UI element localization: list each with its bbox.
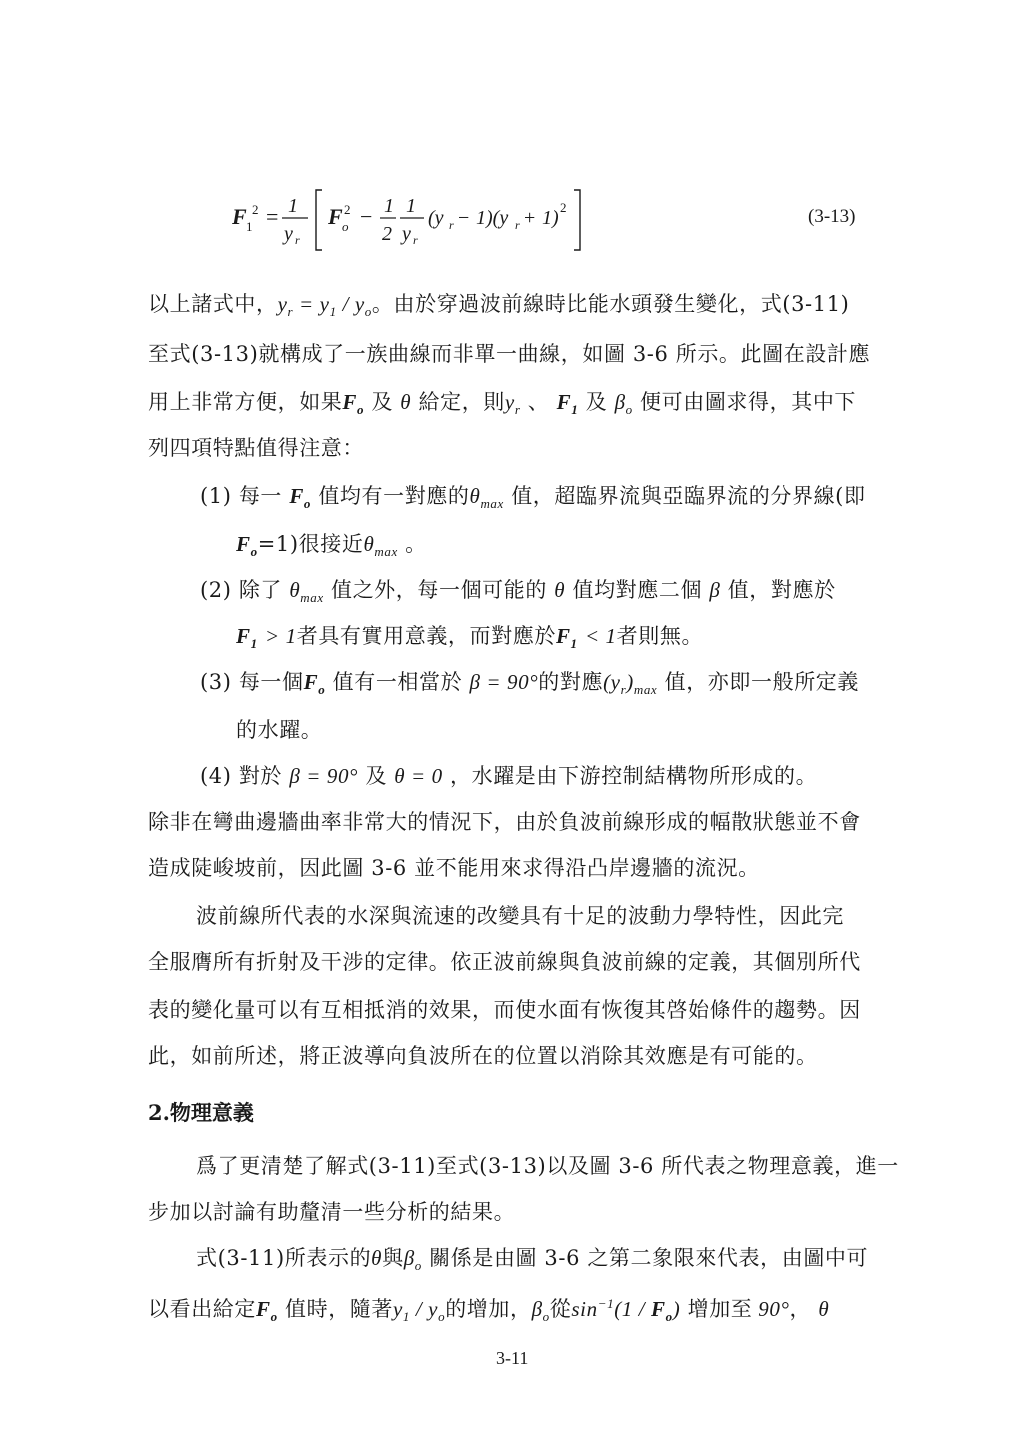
paragraph-line: 造成陡峻坡前，因此圖 3-6 並不能用來求得沿凸岸邊牆的流況。 — [148, 856, 760, 880]
paragraph-line: 用上非常方便，如果$F_o$ 及 θ 給定，則$y_r$ 、 $F_1$ 及 $\beta_o$ 便可由圖求得，其中下 — [148, 390, 857, 418]
paragraph-line: 列四項特點值得注意： — [148, 436, 364, 460]
svg-text:1: 1 — [406, 195, 416, 217]
paragraph-line: 至式(3-13)就構成了一族曲線而非單一曲線，如圖 3-6 所示。此圖在設計應 — [148, 342, 871, 366]
page-number: 3-11 — [496, 1348, 529, 1368]
svg-text:=: = — [266, 204, 279, 229]
svg-text:1: 1 — [384, 195, 394, 217]
list-item-2-cont: $F_1 > 1$者具有實用意義，而對應於$F_1 < 1$者則無。 — [236, 624, 704, 652]
paragraph-line: 表的變化量可以有互相抵消的效果，而使水面有恢復其啓始條件的趨勢。因 — [148, 998, 861, 1022]
paragraph-line: 式(3-11)所表示的θ與$\beta_o$ 關係是由圖 3-6 之第二象限來代表，由圖中可 — [196, 1246, 869, 1274]
svg-text:1: 1 — [246, 219, 253, 234]
section-heading: 2.物理意義 — [148, 1100, 254, 1125]
svg-text:1: 1 — [288, 195, 298, 217]
svg-text:r: r — [515, 218, 520, 232]
paragraph-line: 步加以討論有助釐清一些分析的結果。 — [148, 1200, 516, 1224]
list-item-1-cont: $F_o=1$)很接近$\theta_{max}$ 。 — [236, 532, 427, 560]
svg-text:o: o — [342, 219, 349, 234]
svg-text:−: − — [360, 204, 373, 229]
paragraph-line: 此，如前所述，將正波導向負波所在的位置以消除其效應是有可能的。 — [148, 1044, 818, 1068]
svg-text:r: r — [413, 233, 418, 247]
svg-text:1)(y: 1)(y — [476, 207, 509, 229]
equation-number: (3-13) — [808, 206, 856, 227]
paragraph-line: 以上諸式中，$y_r = y_1 / y_o$。由於穿過波前線時比能水頭發生變化，式(3-11) — [148, 292, 850, 320]
svg-text:2: 2 — [382, 223, 392, 245]
paragraph-line: 除非在彎曲邊牆曲率非常大的情況下，由於負波前線形成的幅散狀態並不會 — [148, 810, 861, 834]
paragraph-line: 波前線所代表的水深與流速的改變具有十足的波動力學特性，因此完 — [196, 904, 844, 928]
paragraph-line: 爲了更清楚了解式(3-11)至式(3-13)以及圖 3-6 所代表之物理意義，進一 — [196, 1154, 899, 1178]
svg-text:F: F — [232, 204, 247, 229]
svg-text:(y: (y — [428, 207, 444, 229]
svg-text:1): 1) — [542, 207, 559, 229]
svg-text:y: y — [284, 223, 293, 245]
list-item-4: (4) 對於 β = 90° 及 θ = 0 ，水躍是由下游控制結構物所形成的。 — [200, 764, 818, 788]
paragraph-line: 全服膺所有折射及干涉的定律。依正波前線與負波前線的定義，其個別所代 — [148, 950, 861, 974]
list-item-3: (3) 每一個$F_o$ 值有一相當於 β = 90°的對應$(y_r)_{max}$ 值，亦即一般所定義 — [200, 670, 859, 698]
svg-text:y: y — [402, 223, 411, 245]
list-item-3-cont: 的水躍。 — [236, 718, 323, 742]
svg-text:F: F — [328, 204, 343, 229]
list-item-2: (2) 除了 $\theta_{max}$ 值之外，每一個可能的 θ 值均對應二個 β 值，對應於 — [200, 578, 836, 606]
list-item-1: (1) 每一 $F_o$ 值均有一對應的$\theta_{max}$ 值，超臨界流與亞臨界流的分界線(即 — [200, 484, 866, 512]
svg-text:r: r — [449, 218, 454, 232]
svg-text:−: − — [458, 207, 470, 229]
paragraph-line: 以看出給定$F_o$ 值時，隨著$y_1 / y_o$的增加，$\beta_o$從$\sin^{-1}(1 / F_o)$ 增加至 90°， θ — [148, 1296, 830, 1325]
svg-text:r: r — [295, 233, 300, 247]
equation-3-13 — [232, 182, 832, 262]
svg-text:2: 2 — [344, 202, 351, 217]
svg-text:2: 2 — [252, 202, 259, 217]
svg-text:+: + — [524, 207, 536, 229]
svg-text:2: 2 — [560, 200, 567, 215]
